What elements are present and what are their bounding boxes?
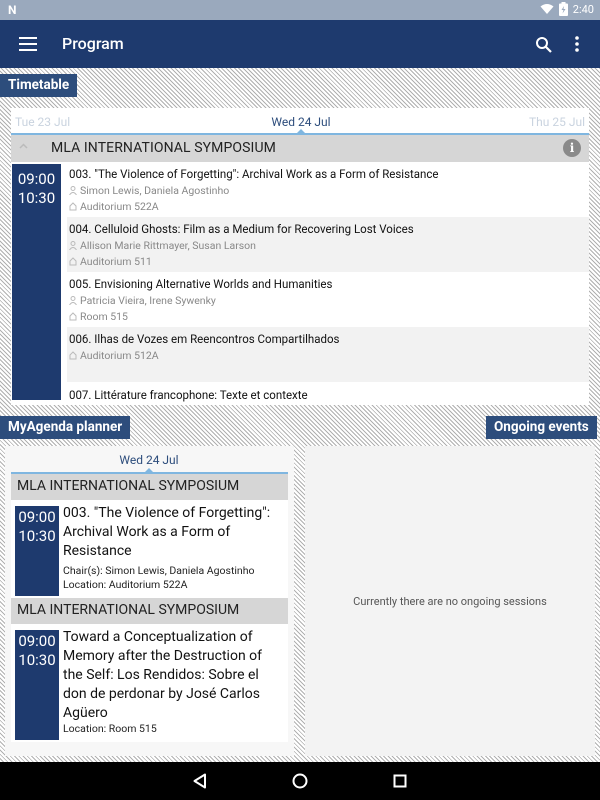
time-slot [15,630,59,740]
more-options-icon[interactable] [575,36,579,52]
symposium-title: MLA INTERNATIONAL SYMPOSIUM [51,140,276,156]
clock: 2:40 [572,2,594,16]
myagenda-item-title: Toward a Conceptualization of Memory after the Destruction of the Self: Los Rendidos: Sobre el don de perdonar by José Carlos Agüero [63,629,262,721]
battery-icon [559,2,568,16]
session-people: Patricia Vieira, Irene Sywenky [80,294,216,307]
session-item[interactable] [67,162,589,217]
session-title: 007. Littérature francophone: Texte et contexte [69,388,308,402]
recents-icon[interactable] [393,774,407,788]
myagenda-item-location: Location: Room 515 [63,722,157,735]
app-bar [0,20,600,68]
ongoing-events-panel [305,446,595,756]
myagenda-current-day[interactable]: Wed 24 Jul [119,453,179,467]
session-room: Room 515 [80,310,128,323]
chevron-up-icon[interactable] [19,142,28,151]
end-time: 10:30 [18,651,56,669]
person-icon [69,241,77,250]
session-room: Auditorium 512A [80,349,159,362]
search-icon[interactable] [535,36,553,54]
page-title: Program [62,34,124,53]
location-icon [69,202,77,211]
myagenda-label: MyAgenda planner [0,416,130,439]
status-bar [0,0,600,20]
next-day-tab[interactable]: Thu 25 Jul [529,115,585,129]
timetable-panel [11,108,589,405]
start-time: 09:00 [17,170,56,188]
session-item[interactable] [67,327,589,382]
end-time: 10:30 [17,189,56,207]
session-title: 005. Envisioning Alternative Worlds and Humanities [69,277,333,291]
current-day-tab[interactable]: Wed 24 Jul [271,115,331,129]
timetable-day-selector [11,108,589,135]
session-list [11,162,589,405]
home-icon[interactable] [292,773,308,789]
person-icon [69,186,77,195]
myagenda-item-location: Location: Auditorium 522A [63,578,188,591]
wifi-icon [540,3,554,15]
main-content [0,68,600,762]
session-item[interactable] [67,272,589,327]
session-room: Auditorium 522A [80,200,159,213]
info-icon[interactable]: i [563,139,581,157]
myagenda-symposium-header: MLA INTERNATIONAL SYMPOSIUM [11,598,288,624]
time-slot [15,506,59,596]
session-title: 004. Celluloid Ghosts: Film as a Medium for Recovering Lost Voices [69,222,414,236]
myagenda-item-chairs: Chair(s): Simon Lewis, Daniela Agostinho [63,564,255,577]
location-icon [69,257,77,266]
session-item[interactable] [67,217,589,272]
location-icon [69,312,77,321]
session-title: 006. Ilhas de Vozes em Reencontros Compartilhados [69,332,340,346]
myagenda-panel [5,446,294,756]
end-time: 10:30 [18,527,56,545]
symposium-header[interactable] [11,135,589,162]
session-people: Allison Marie Rittmayer, Susan Larson [80,239,256,252]
menu-icon[interactable] [19,37,37,51]
myagenda-item[interactable] [11,500,288,598]
start-time: 09:00 [18,632,56,650]
start-time: 09:00 [18,508,56,526]
session-item[interactable] [67,382,589,405]
system-nav-bar [0,762,600,800]
ongoing-events-label: Ongoing events [486,416,597,439]
session-room: Auditorium 511 [80,255,152,268]
myagenda-item-title: 003. "The Violence of Forgetting": Archival Work as a Form of Resistance [63,505,271,559]
notification-icon: N [8,3,17,17]
prev-day-tab[interactable]: Tue 23 Jul [15,115,71,129]
person-icon [69,296,77,305]
myagenda-item[interactable] [11,624,288,742]
back-icon[interactable] [193,773,207,789]
session-title: 003. "The Violence of Forgetting": Archival Work as a Form of Resistance [69,167,439,181]
session-people: Simon Lewis, Daniela Agostinho [80,184,230,197]
myagenda-symposium-header: MLA INTERNATIONAL SYMPOSIUM [11,474,288,500]
timetable-label: Timetable [0,74,77,97]
myagenda-day-selector [11,446,288,474]
location-icon [69,351,77,360]
time-slot [12,164,61,400]
ongoing-empty-message: Currently there are no ongoing sessions [353,595,547,608]
